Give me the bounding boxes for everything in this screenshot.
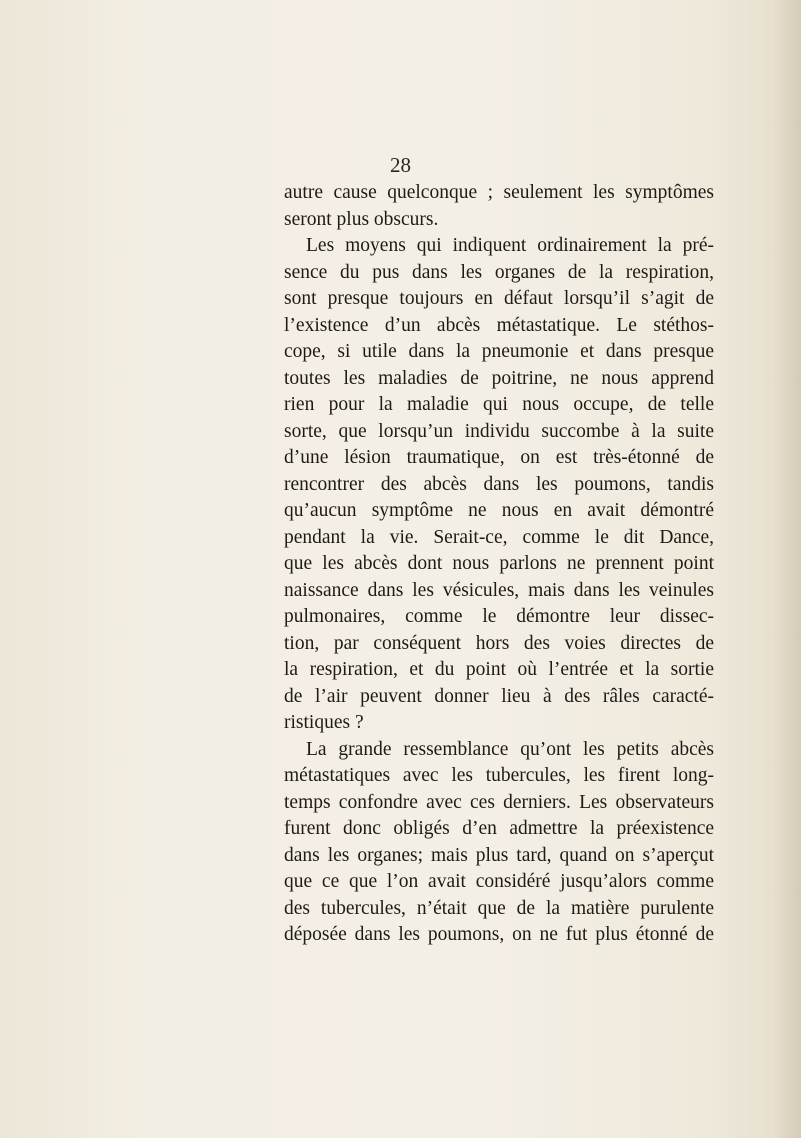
text-line: déposée dans les poumons, on ne fut plus étonné de xyxy=(284,924,714,945)
text-line: sont presque toujours en défaut lorsqu’il s’agit de xyxy=(284,288,714,309)
text-line: que les abcès dont nous parlons ne prennent point xyxy=(284,553,714,574)
text-line: qu’aucun symptôme ne nous en avait démontré xyxy=(284,500,714,521)
text-line: seront plus obscurs. xyxy=(284,208,439,230)
text-line: pulmonaires, comme le démontre leur dissec- xyxy=(284,606,714,627)
text-line: cope, si utile dans la pneumonie et dans presque xyxy=(284,341,714,362)
body-text xyxy=(284,180,714,949)
text-line: sence du pus dans les organes de la respiration, xyxy=(284,261,714,283)
text-line: tion, par conséquent hors des voies directes de xyxy=(284,632,714,654)
text-line: rencontrer des abcès dans les poumons, tandis xyxy=(284,473,714,495)
text-line: La grande ressemblance qu’ont les petits abcès xyxy=(306,738,714,760)
text-line: autre cause quelconque ; seulement les symptômes xyxy=(284,182,714,203)
text-line: Les moyens qui indiquent ordinairement la pré- xyxy=(306,235,714,256)
text-line: la respiration, et du point où l’entrée et la sortie xyxy=(284,659,714,680)
text-line: des tubercules, n’était que de la matière purulente xyxy=(284,897,714,919)
text-line: naissance dans les vésicules, mais dans les veinules xyxy=(284,579,714,601)
text-line: que ce que l’on avait considéré jusqu’alors comme xyxy=(284,871,714,892)
text-line: de l’air peuvent donner lieu à des râles caracté- xyxy=(284,685,714,707)
text-line: temps confondre avec ces derniers. Les observateurs xyxy=(284,791,714,813)
page-number: 28 xyxy=(390,153,411,177)
text-line: rien pour la maladie qui nous occupe, de telle xyxy=(284,394,714,415)
text-line: toutes les maladies de poitrine, ne nous apprend xyxy=(284,367,714,389)
text-line: ristiques ? xyxy=(284,712,364,733)
text-line: d’une lésion traumatique, on est très-étonné de xyxy=(284,447,714,468)
text-line: sorte, que lorsqu’un individu succombe à la suite xyxy=(284,420,714,442)
text-line: dans les organes; mais plus tard, quand on s’aperçut xyxy=(284,844,714,866)
text-line: pendant la vie. Serait-ce, comme le dit Dance, xyxy=(284,526,714,548)
text-line: l’existence d’un abcès métastatique. Le stéthos- xyxy=(284,314,714,336)
text-line: métastatiques avec les tubercules, les firent long- xyxy=(284,765,714,786)
text-line: furent donc obligés d’en admettre la préexistence xyxy=(284,818,714,839)
